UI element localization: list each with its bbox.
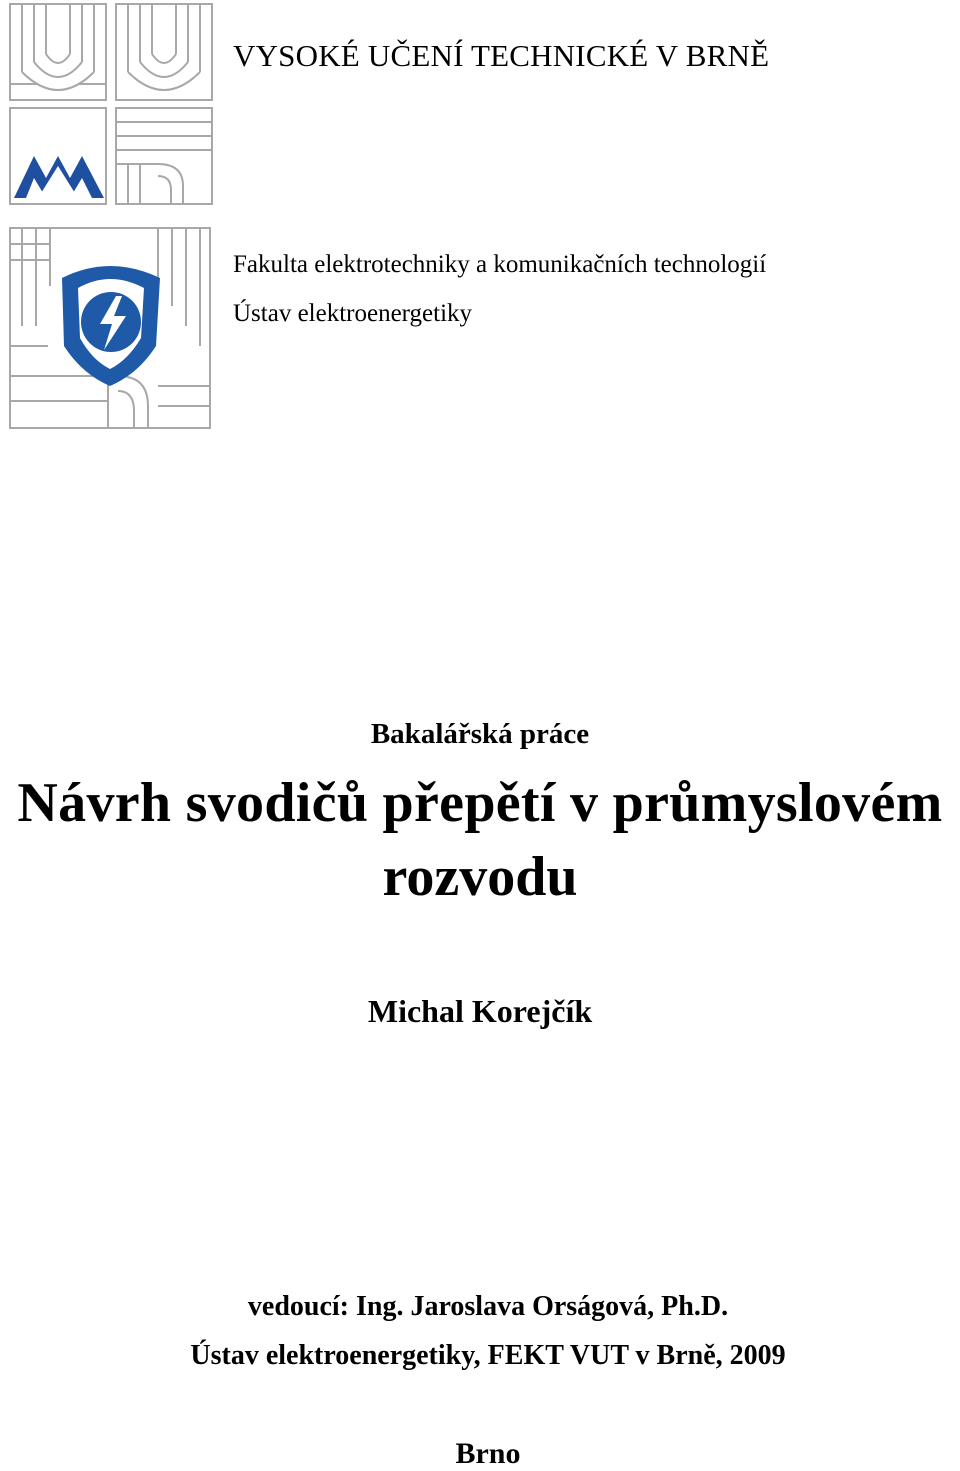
vut-grid-logo [8, 2, 216, 104]
institute-name: Ústav elektroenergetiky [233, 300, 473, 327]
thesis-type: Bakalářská práce [370, 718, 590, 750]
lightning-shield-logo [8, 226, 216, 432]
author-name: Michal Korejčík [367, 993, 593, 1029]
thesis-title-line-1: Návrh svodičů přepětí v průmyslovém [17, 772, 943, 834]
fekt-logo [8, 106, 216, 210]
thesis-title-line-2: rozvodu [382, 846, 578, 908]
institution-year-line: Ústav elektroenergetiky, FEKT VUT v Brně, 2009 [190, 1340, 786, 1371]
university-name: VYSOKÉ UČENÍ TECHNICKÉ V BRNĚ [233, 38, 770, 73]
city: Brno [455, 1437, 521, 1470]
supervisor-line: vedoucí: Ing. Jaroslava Orságová, Ph.D. [247, 1291, 729, 1322]
faculty-name: Fakulta elektrotechniky a komunikačních technologií [233, 251, 767, 278]
